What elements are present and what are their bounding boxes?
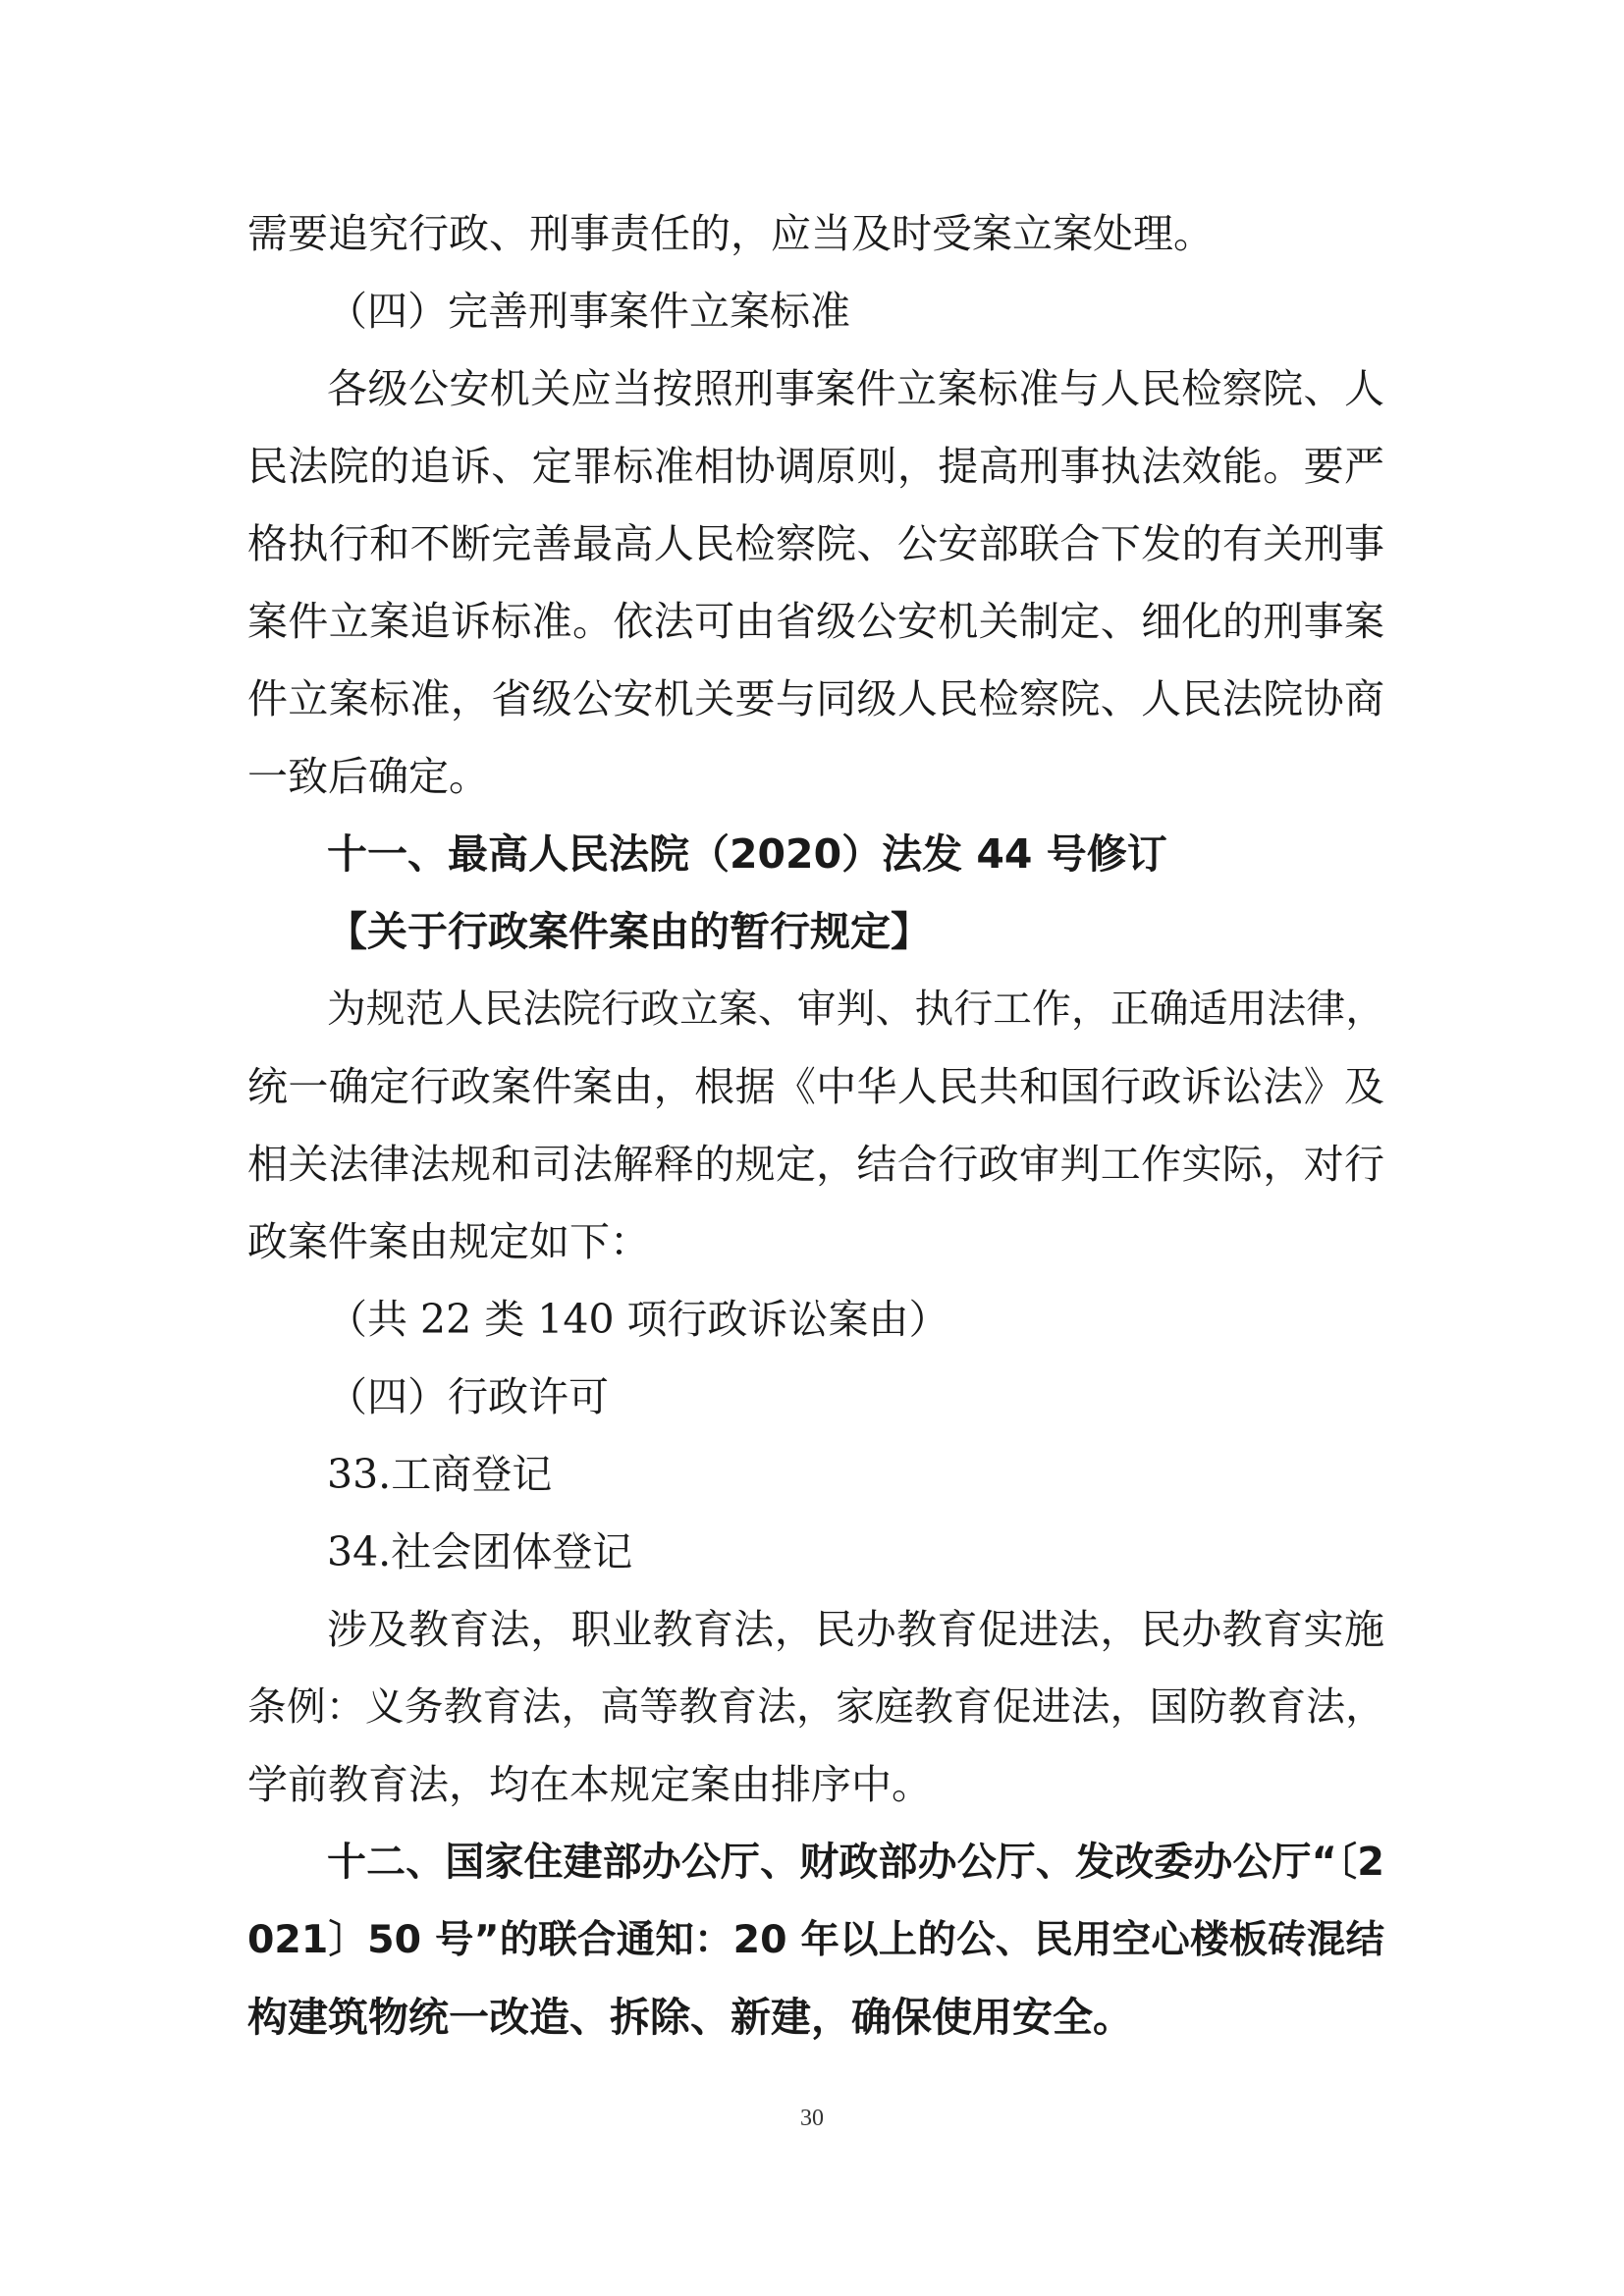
text-line: 条例：义务教育法，高等教育法，家庭教育促进法，国防教育法， (247, 1684, 1384, 1730)
text-line: 各级公安机关应当按照刑事案件立案标准与人民检察院、人 (327, 365, 1384, 412)
text-line: 涉及教育法，职业教育法，民办教育促进法，民办教育实施 (327, 1606, 1384, 1653)
regulation-title: 【关于行政案件案由的暂行规定】 (327, 908, 931, 955)
list-item: 34.社会团体登记 (327, 1528, 633, 1575)
section-heading: 十二、国家住建部办公厅、财政部办公厅、发改委办公厅“〔2 (327, 1840, 1384, 1885)
section-heading: 十一、最高人民法院（2020）法发 44 号修订 (327, 830, 1167, 878)
text-line: 案件立案追诉标准。依法可由省级公安机关制定、细化的刑事案 (247, 598, 1384, 645)
subsection-heading: （四）行政许可 (327, 1373, 609, 1420)
text-line: 件立案标准，省级公安机关要与同级人民检察院、人民法院协商 (247, 675, 1384, 722)
section-heading: 构建筑物统一改造、拆除、新建，确保使用安全。 (247, 1994, 1133, 2041)
page-number: 30 (800, 2106, 824, 2131)
text-line: （共 22 类 140 项行政诉讼案由） (327, 1296, 949, 1343)
list-item: 33.工商登记 (327, 1451, 553, 1498)
text-line: 一致后确定。 (247, 753, 489, 800)
text-line: 学前教育法，均在本规定案由排序中。 (247, 1761, 932, 1808)
text-line: 政案件案由规定如下： (247, 1218, 650, 1265)
text-line: 统一确定行政案件案由，根据《中华人民共和国行政诉讼法》及 (247, 1063, 1384, 1110)
text-line: 为规范人民法院行政立案、审判、执行工作，正确适用法律， (327, 987, 1384, 1032)
text-line: （四）完善刑事案件立案标准 (327, 288, 850, 335)
text-line: 民法院的追诉、定罪标准相协调原则，提高刑事执法效能。要严 (247, 443, 1384, 490)
text-line: 相关法律法规和司法解释的规定，结合行政审判工作实际，对行 (247, 1141, 1384, 1188)
section-heading: 021〕50 号”的联合通知：20 年以上的公、民用空心楼板砖混结 (247, 1917, 1384, 1962)
document-body (247, 210, 1384, 2075)
text-line: 格执行和不断完善最高人民检察院、公安部联合下发的有关刑事 (247, 520, 1384, 567)
text-line: 需要追究行政、刑事责任的，应当及时受案立案处理。 (247, 210, 1214, 257)
